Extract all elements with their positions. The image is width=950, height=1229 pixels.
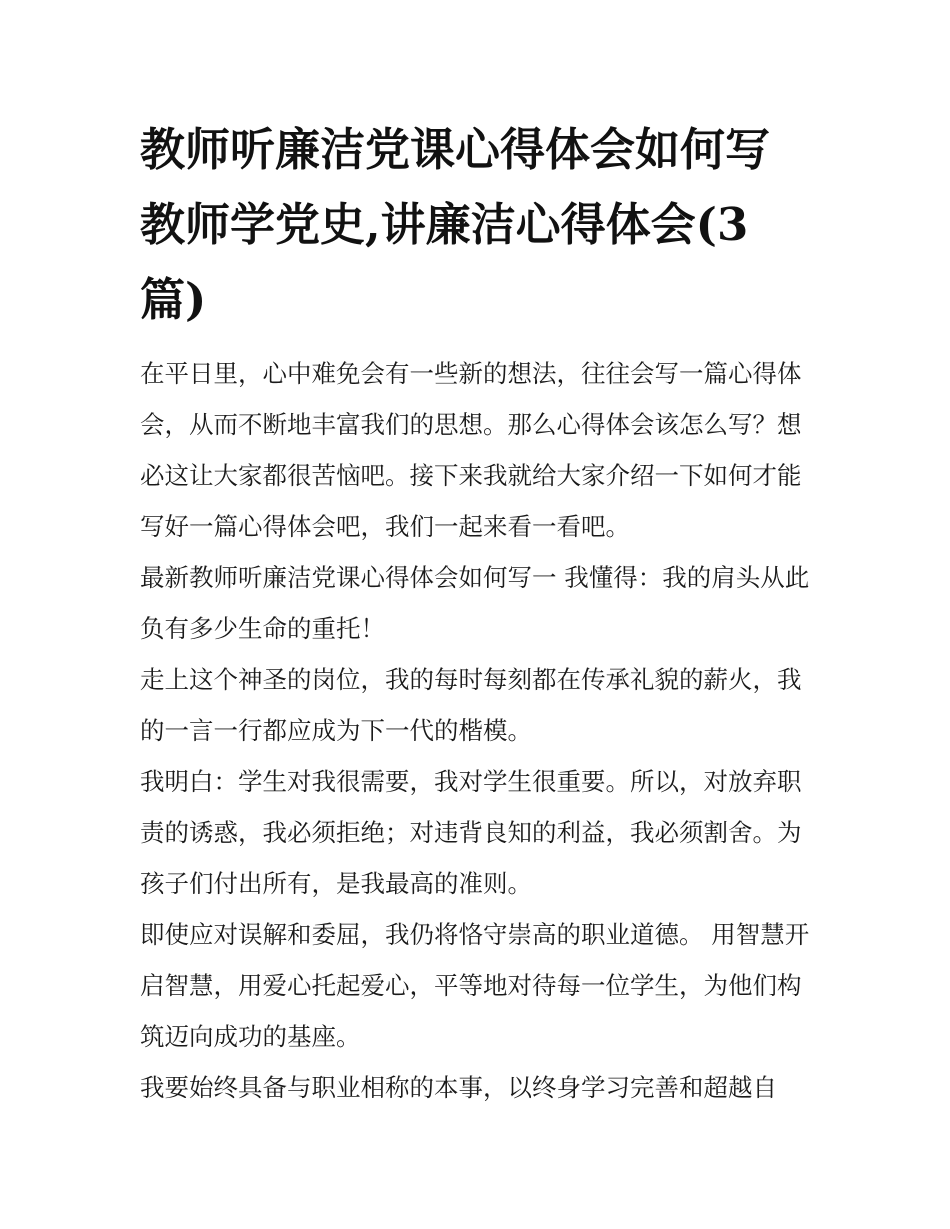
paragraph: 走上这个神圣的岗位，我的每时每刻都在传承礼貌的薪火，我的一言一行都应成为下一代的楷模。 [140,665,802,745]
paragraph: 我明白：学生对我很需要，我对学生很重要。所以，对放弃职责的诱惑，我必须拒绝；对违背良知的利益，我必须割舍。为孩子们付出所有，是我最高的准则。 [140,767,802,898]
document-title: 教师听廉洁党课心得体会如何写 教师学党史,讲廉洁心得体会(3篇) [140,123,771,326]
document-body [140,348,812,1113]
paragraph-section-one-heading: 最新教师听廉洁党课心得体会如何写一 我懂得：我的肩头从此负有多少生命的重托！ [140,563,810,643]
paragraph-intro: 在平日里，心中难免会有一些新的想法，往往会写一篇心得体会，从而不断地丰富我们的思想。那么心得体会该怎么写？想必这让大家都很苦恼吧。接下来我就给大家介绍一下如何才能写好一篇心得体会吧，我们一起来看一看吧。 [140,359,802,541]
document-content [140,112,812,1113]
paragraph: 我要始终具备与职业相称的本事，以终身学习完善和超越自 [140,1073,777,1102]
paragraph: 即使应对误解和委屈，我仍将恪守崇高的职业道德。 用智慧开启智慧，用爱心托起爱心，平等地对待每一位学生，为他们构筑迈向成功的基座。 [140,920,810,1051]
